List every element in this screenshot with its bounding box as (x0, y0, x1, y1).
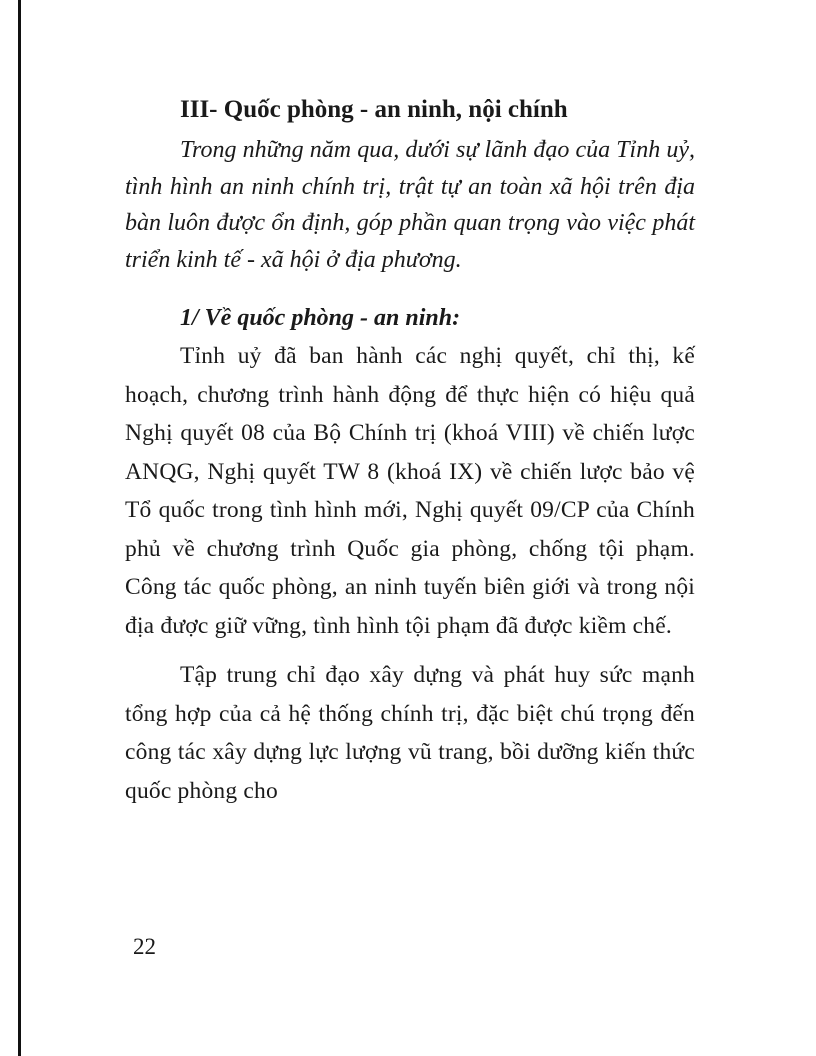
section-heading: III- Quốc phòng - an ninh, nội chính (180, 96, 568, 123)
section-intro-paragraph: Trong những năm qua, dưới sự lãnh đạo của Tỉnh uỷ, tình hình an ninh chính trị, trật tự an toàn xã hội trên địa bàn luôn được ổn định, góp phần quan trọng vào việc phát triển kinh tế - xã hội ở địa phương. (125, 137, 695, 273)
body-paragraph-2: Tập trung chỉ đạo xây dựng và phát huy sức mạnh tổng hợp của cả hệ thống chính trị, đặc biệt chú trọng đến công tác xây dựng lực lượng vũ trang, bồi dưỡng kiến thức quốc phòng cho (125, 662, 695, 804)
page-content (125, 88, 695, 810)
body-paragraph-1: Tỉnh uỷ đã ban hành các nghị quyết, chỉ thị, kế hoạch, chương trình hành động để thực hiện có hiệu quả Nghị quyết 08 của Bộ Chính trị (khoá VIII) về chiến lược ANQG, Nghị quyết TW 8 (khoá IX) về chiến lược bảo vệ Tổ quốc trong tình hình mới, Nghị quyết 09/CP của Chính phủ về chương trình Quốc gia phòng, chống tội phạm. Công tác quốc phòng, an ninh tuyến biên giới và trong nội địa được giữ vững, tình hình tội phạm đã được kiềm chế. (125, 343, 695, 639)
subsection-heading: 1/ Về quốc phòng - an ninh: (180, 305, 461, 331)
page-edge-line (18, 0, 21, 1056)
page-number: 22 (133, 934, 156, 959)
